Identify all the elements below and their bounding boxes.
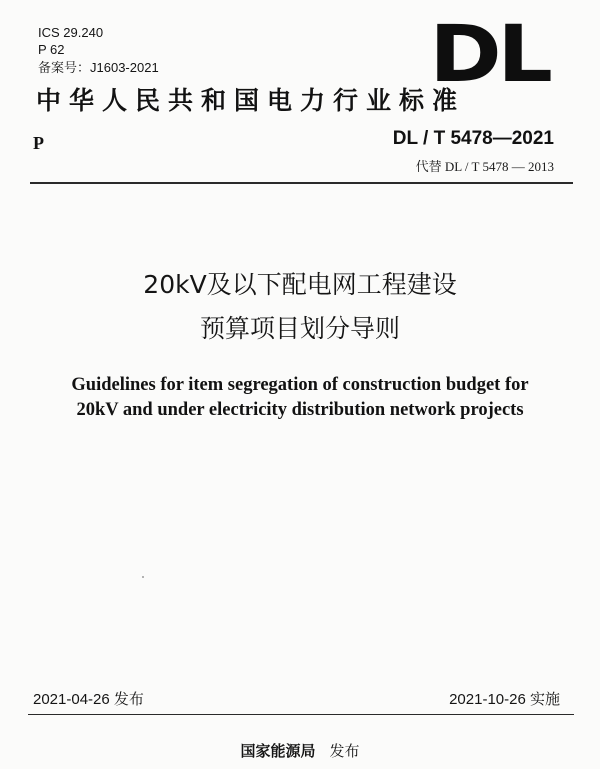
publisher-suffix: 发布 — [329, 742, 360, 760]
filing-number: 备案号：J1603-2021 — [38, 60, 159, 75]
org-title: 中华人民共和国电力行业标准 — [36, 86, 466, 115]
title-chinese-line-2: 预算项目划分导则 — [199, 314, 400, 343]
footer-divider — [28, 714, 574, 715]
issue-date: 2021-04-26 发布 — [33, 691, 144, 708]
title-english-line-2: 20kV and under electricity distribution network projects — [76, 400, 524, 420]
implementation-date: 2021-10-26 实施 — [449, 691, 560, 708]
standard-number: DL / T 5478—2021 — [392, 128, 554, 149]
title-chinese-line-1: 20kV及以下配电网工程建设 — [143, 270, 457, 299]
category-code: P — [33, 133, 44, 153]
dl-logo: DL — [428, 10, 548, 100]
scan-speck — [142, 576, 144, 578]
title-english-line-1: Guidelines for item segregation of construction budget for — [71, 375, 529, 395]
publisher — [0, 740, 600, 761]
publisher-name: 国家能源局 — [240, 742, 316, 760]
ics-code: ICS 29.240 — [38, 25, 104, 40]
header-divider — [30, 182, 573, 184]
replaces-standard: 代替 DL / T 5478 — 2013 — [415, 159, 554, 174]
p-code: P 62 — [38, 42, 65, 57]
